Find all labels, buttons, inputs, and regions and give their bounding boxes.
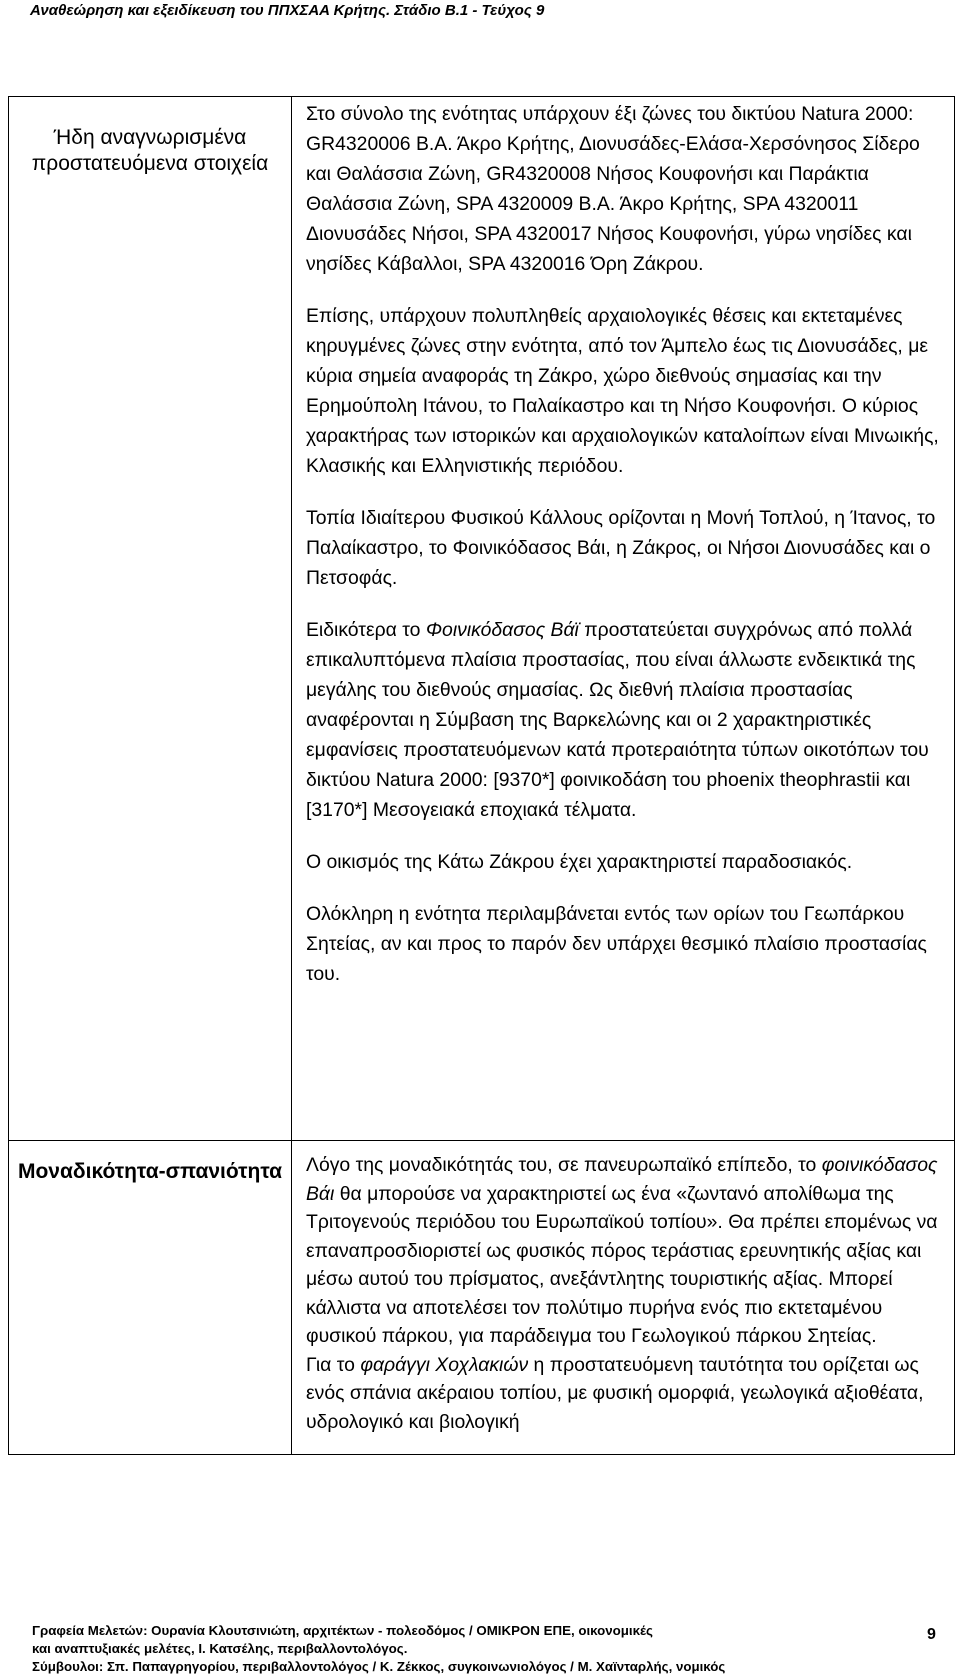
text-run: Ειδικότερα το — [306, 619, 426, 641]
text-run: προστατεύεται συγχρόνως από πολλά επικαλυπτόμενα πλαίσια προστασίας, που είναι άλλωστε ενδεικτικά της μεγάλης του διεθνούς σημασίας. Ως διεθνή πλαίσια προστασίας αναφέρονται η Σύμβαση της Βαρκελώνης και οι 2 χαρακτηριστικές εμφανίσεις προστατευόμενων κατά προτεραιότητα τύπων οικοτόπων του δικτύου Natura 2000: [9370*] φοινικοδάση του phoenix theophrastii και [3170*] Μεσογειακά εποχιακά τέλματα. — [306, 619, 929, 821]
document-header: Αναθεώρηση και εξειδίκευση του ΠΠΧΣΑΑ Κρήτης. Στάδιο Β.1 - Τεύχος 9 — [30, 2, 545, 19]
paragraph — [306, 301, 944, 481]
table-row — [9, 1141, 955, 1455]
characteristics-table — [8, 96, 955, 1455]
italic-term: Φοινικόδασος Βάϊ — [425, 619, 579, 641]
italic-term: φαράγγι Χοχλακιών — [360, 1353, 529, 1376]
footer-line: Σύμβουλοι: Σπ. Παπαγρηγορίου, περιβαλλοντολόγος / Κ. Ζέκκος, συγκοινωνιολόγος / Μ. Χαϊνταρλής, νομικός — [32, 1659, 726, 1674]
text-run: Ολόκληρη η ενότητα περιλαμβάνεται εντός των ορίων του Γεωπάρκου Σητείας, αν και προς το παρόν δεν υπάρχει θεσμικό πλαίσιο προστασίας του. — [306, 903, 927, 985]
paragraph — [306, 99, 944, 279]
row-label-uniqueness: Μοναδικότητα-σπανιότητα — [9, 1141, 292, 1455]
document-footer — [32, 1622, 725, 1676]
text-run: Λόγο της μοναδικότητάς του, σε πανευρωπαϊκό επίπεδο, το — [306, 1154, 822, 1176]
text-run: Επίσης, υπάρχουν πολυπληθείς αρχαιολογικές θέσεις και εκτεταμένες κηρυγμένες ζώνες στην ενότητα, από τον Άμπελο έως τις Διονυσάδες, με κύρια σημεία αναφοράς τη Ζάκρο, χώρο διεθνούς σημασίας και την Ερημούπολη Ιτάνου, το Παλαίκαστρο και τη Νήσο Κουφονήσι. Ο κύριος χαρακτήρας των ιστορικών και αρχαιολογικών καταλοίπων είναι Μινωικής, Κλασικής και Ελληνιστικής περιόδου. — [306, 305, 939, 477]
text-run: θα μπορούσε να χαρακτηριστεί ως ένα «ζωντανό απολίθωμα της Τριτογενούς περιόδου του Ευρωπαϊκού τοπίου». Θα πρέπει επομένως να επαναπροσδιοριστεί ως φυσικός πόρος τεράστιας ερευνητικής αξίας και μέσω αυτού του πρίσματος, ανεξάντλητης τουριστικής αξίας. Μπορεί κάλλιστα να αποτελέσει τον πολύτιμο πυρήνα ενός πιο εκτεταμένου φυσικού πάρκου, για παράδειγμα του Γεωλογικού πάρκου Σητείας. — [306, 1182, 938, 1347]
paragraph — [306, 899, 944, 989]
text-run: Στο σύνολο της ενότητας υπάρχουν έξι ζώνες του δικτύου Natura 2000: GR4320006 Β.Α. Άκρο Κρήτης, Διονυσάδες-Ελάσα-Χερσόνησος Σίδερο και Θαλάσσια Ζώνη, GR4320008 Νήσος Κουφονήσι και Παράκτια Θαλάσσια Ζώνη, SPA 4320009 Β.Α. Άκρο Κρήτης, SPA 4320011 Διονυσάδες Νήσοι, SPA 4320017 Νήσος Κουφονήσι, γύρω νησίδες και νησίδες Κάβαλλοι, SPA 4320016 Όρη Ζάκρου. — [306, 103, 920, 275]
paragraph — [306, 1151, 944, 1351]
paragraph — [306, 503, 944, 593]
paragraph — [306, 1351, 944, 1437]
text-run: Ο οικισμός της Κάτω Ζάκρου έχει χαρακτηριστεί παραδοσιακός. — [306, 851, 853, 873]
paragraph — [306, 847, 944, 877]
table-row — [9, 97, 955, 1141]
text-run: Τοπία Ιδιαίτερου Φυσικού Κάλλους ορίζονται η Μονή Τοπλού, η Ίτανος, το Παλαίκαστρο, το Φοινικόδασος Βάι, η Ζάκρος, οι Νήσοι Διονυσάδες και ο Πετσοφάς. — [306, 507, 936, 589]
text-run: η προστατευόμενη ταυτότητα του ορίζεται ως ενός σπάνια ακέραιου τοπίου, με φυσική ομορφιά, γεωλογικά αξιοθέατα, υδρολογικό και βιολογική — [306, 1353, 924, 1433]
footer-line: Γραφεία Μελετών: Ουρανία Κλουτσινιώτη, αρχιτέκτων - πολεοδόμος / ΟΜΙΚΡΟΝ ΕΠΕ, οικονομικές — [32, 1623, 653, 1638]
row-content-uniqueness — [292, 1141, 955, 1455]
text-run: Για το — [306, 1353, 361, 1376]
footer-line: και αναπτυξιακές μελέτες, Ι. Κατσέλης, περιβαλλοντολόγος. — [32, 1641, 408, 1656]
page-number: 9 — [927, 1626, 936, 1643]
row-content-protected — [292, 97, 955, 1141]
paragraph — [306, 615, 944, 825]
italic-term: φοινικόδασος Βάι — [306, 1154, 938, 1205]
row-label-protected: Ήδη αναγνωρισμένα προστατευόμενα στοιχεία — [9, 97, 292, 1141]
